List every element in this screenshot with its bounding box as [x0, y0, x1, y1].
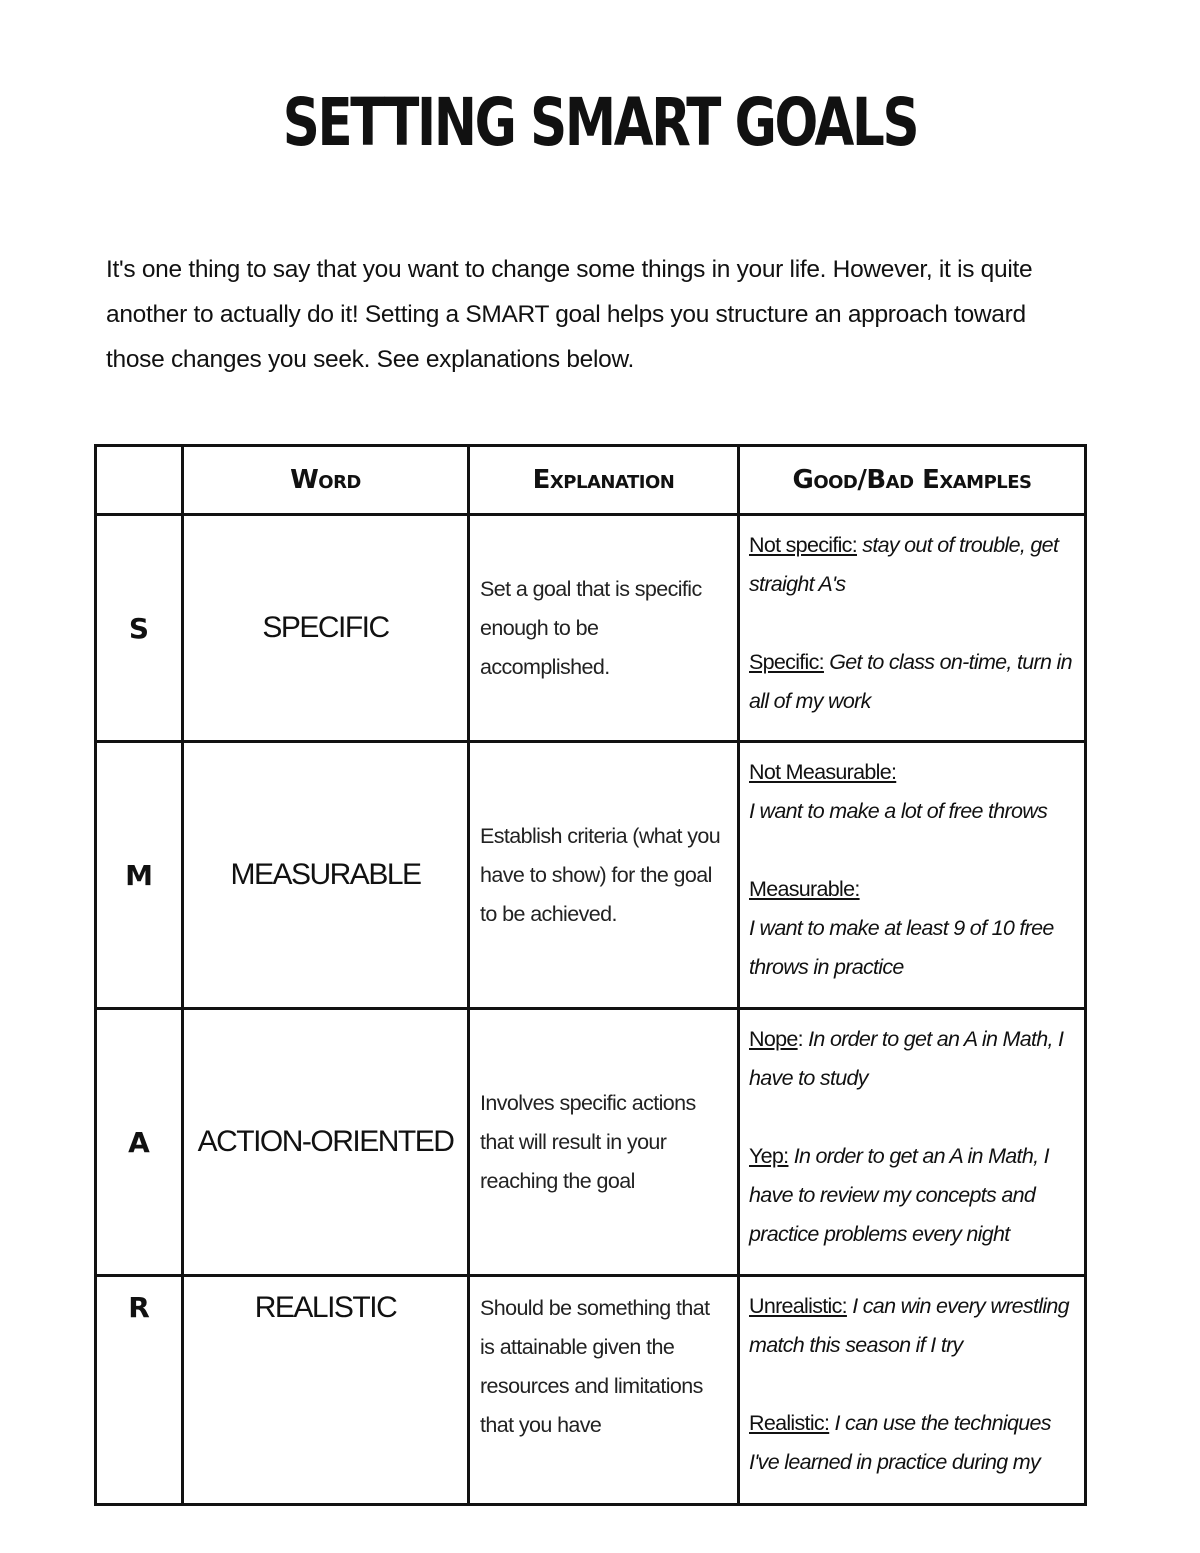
header-letter: [96, 446, 183, 515]
row-letter: A: [96, 1009, 183, 1276]
row-letter: M: [96, 742, 183, 1009]
row-word: REALISTIC: [183, 1276, 469, 1505]
table-header-row: [96, 446, 1086, 515]
intro-line: It's one thing to say that you want to change some things in your life. However, it is quite: [106, 256, 1033, 283]
row-explanation: Set a goal that is specific enough to be accomplished.: [469, 515, 739, 742]
intro-line: another to actually do it! Setting a SMART goal helps you structure an approach toward: [106, 301, 1026, 328]
intro-paragraph: [106, 247, 1096, 382]
row-explanation: Should be something that is attainable given the resources and limitations that you have: [469, 1276, 739, 1505]
row-examples: [739, 1276, 1086, 1505]
bad-example-label: Not Measurable:: [749, 760, 897, 784]
good-example-text: I can use the techniques I've learned in practice during my: [749, 1411, 1051, 1474]
bad-example-label: Unrealistic:: [749, 1294, 847, 1318]
bad-example-text: stay out of trouble, get straight A's: [749, 533, 1059, 596]
row-explanation: Establish criteria (what you have to show) for the goal to be achieved.: [469, 742, 739, 1009]
row-letter: S: [96, 515, 183, 742]
smart-goals-table: [94, 444, 1087, 1506]
table-row: [96, 1276, 1086, 1505]
table-row: [96, 515, 1086, 742]
good-example-text: I want to make at least 9 of 10 free throws in practice: [749, 916, 1054, 979]
good-example-label: Specific:: [749, 650, 824, 674]
good-example-label: Realistic:: [749, 1411, 830, 1435]
header-explanation: Explanation: [469, 446, 739, 515]
row-word: SPECIFIC: [183, 515, 469, 742]
row-word: ACTION-ORIENTED: [183, 1009, 469, 1276]
page-title: SETTING SMART GOALS: [282, 84, 918, 161]
row-letter: R: [96, 1276, 183, 1505]
good-example-text: In order to get an A in Math, I have to review my concepts and practice problems every night: [749, 1144, 1049, 1246]
row-examples: [739, 742, 1086, 1009]
table-row: [96, 742, 1086, 1009]
bad-example-label: Nope: [749, 1027, 798, 1051]
good-example-text: Get to class on-time, turn in all of my work: [749, 650, 1072, 713]
header-examples: Good/Bad Examples: [739, 446, 1086, 515]
row-explanation: Involves specific actions that will result in your reaching the goal: [469, 1009, 739, 1276]
header-word: Word: [183, 446, 469, 515]
row-examples: [739, 1009, 1086, 1276]
bad-example-text: I can win every wrestling match this season if I try: [749, 1294, 1069, 1357]
bad-example-separator: :: [797, 1027, 809, 1051]
table-row: [96, 1009, 1086, 1276]
bad-example-label: Not specific:: [749, 533, 857, 557]
good-example-label: Yep:: [749, 1144, 789, 1168]
good-example-label: Measurable:: [749, 877, 860, 901]
intro-line: those changes you seek. See explanations below.: [106, 346, 634, 373]
bad-example-text: I want to make a lot of free throws: [749, 799, 1048, 823]
row-word: MEASURABLE: [183, 742, 469, 1009]
bad-example-text: In order to get an A in Math, I have to study: [749, 1027, 1064, 1090]
row-examples: [739, 515, 1086, 742]
